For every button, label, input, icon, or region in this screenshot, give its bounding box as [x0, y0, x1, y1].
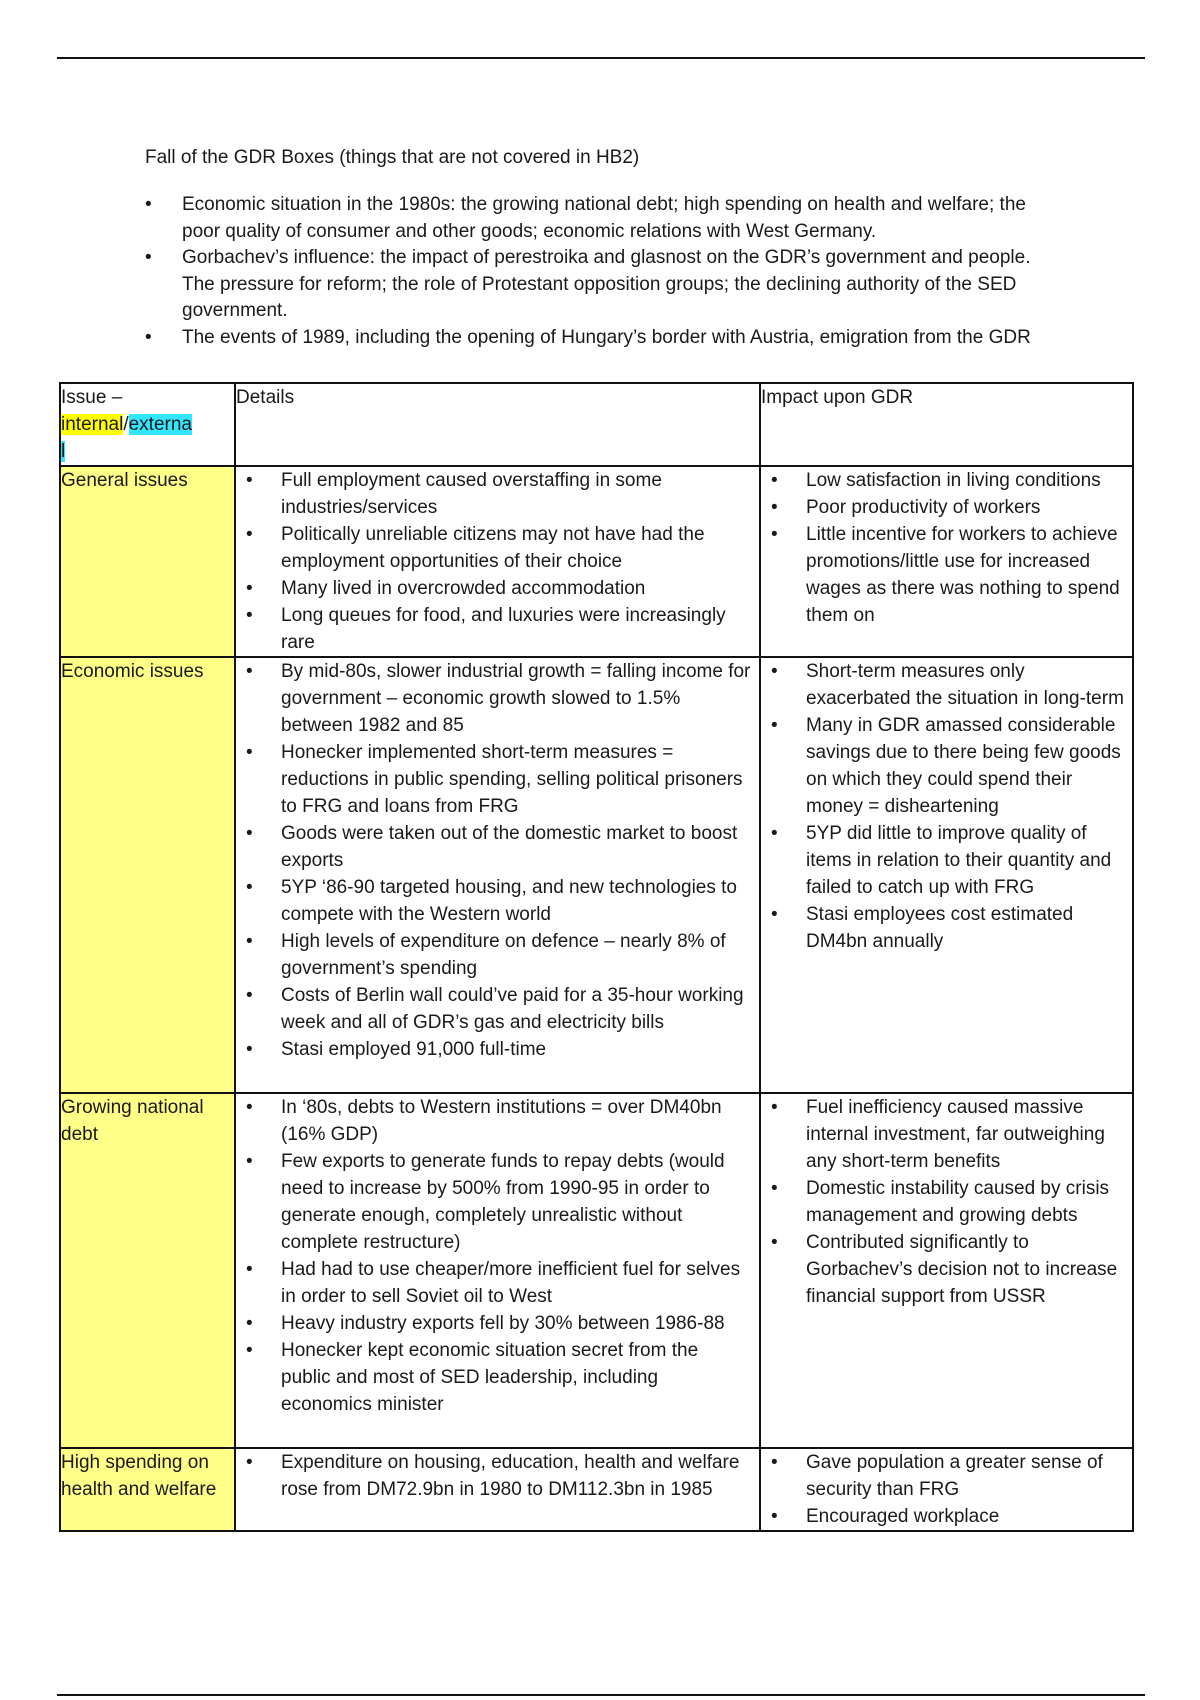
details-bullet: • Many lived in overcrowded accommodation: [236, 575, 759, 602]
details-bullet: • 5YP ‘86-90 targeted housing, and new technologies to compete with the Western world: [236, 874, 759, 928]
issue-cell: Economic issues: [60, 657, 235, 1093]
intro-bullet: • Gorbachev’s influence: the impact of perestroika and glasnost on the GDR’s government and people. The pressure for reform; the role of Protestant opposition groups; the declining authority of the SED government.: [145, 245, 1065, 325]
impact-bullet: • Many in GDR amassed considerable savings due to there being few goods on which they could spend their money = disheartening: [761, 712, 1132, 820]
table-row: [60, 1448, 1133, 1531]
issue-cell: General issues: [60, 466, 235, 657]
impact-bullet: • Short-term measures only exacerbated the situation in long-term: [761, 658, 1132, 712]
details-bullet: • Honecker implemented short-term measures = reductions in public spending, selling political prisoners to FRG and loans from FRG: [236, 739, 759, 820]
impact-cell: [760, 657, 1133, 1093]
footer-rule: [57, 1694, 1145, 1696]
details-bullet: • Full employment caused overstaffing in some industries/services: [236, 467, 759, 521]
details-cell: [235, 1093, 760, 1448]
details-bullet: • Few exports to generate funds to repay debts (would need to increase by 500% from 1990-95 in order to generate enough, completely unrealistic without complete restructure): [236, 1148, 759, 1256]
details-bullet: • Costs of Berlin wall could’ve paid for a 35-hour working week and all of GDR’s gas and electricity bills: [236, 982, 759, 1036]
issue-cell: Growing national debt: [60, 1093, 235, 1448]
details-bullet: • By mid-80s, slower industrial growth = falling income for government – economic growth slowed to 1.5% between 1982 and 85: [236, 658, 759, 739]
impact-bullet: • Encouraged workplace: [761, 1503, 1132, 1530]
table-row: [60, 657, 1133, 1093]
header-external-end: l: [61, 441, 66, 462]
issues-table: [59, 382, 1134, 1532]
intro-bullet: • Economic situation in the 1980s: the growing national debt; high spending on health and welfare; the poor quality of consumer and other goods; economic relations with West Germany.: [145, 192, 1065, 245]
impact-bullet: • Low satisfaction in living conditions: [761, 467, 1132, 494]
issue-cell: High spending on health and welfare: [60, 1448, 235, 1531]
header-slash: /: [123, 414, 129, 435]
impact-bullet: • Gave population a greater sense of security than FRG: [761, 1449, 1132, 1503]
impact-bullet: • Contributed significantly to Gorbachev’s decision not to increase financial support from USSR: [761, 1229, 1132, 1310]
document-title: Fall of the GDR Boxes (things that are not covered in HB2): [145, 147, 640, 168]
details-bullet: • Heavy industry exports fell by 30% between 1986-88: [236, 1310, 759, 1337]
header-issue-prefix: Issue –: [61, 387, 123, 408]
impact-bullet: • 5YP did little to improve quality of items in relation to their quantity and failed to catch up with FRG: [761, 820, 1132, 901]
details-bullet: • High levels of expenditure on defence – nearly 8% of government’s spending: [236, 928, 759, 982]
impact-bullet: • Little incentive for workers to achieve promotions/little use for increased wages as there was nothing to spend them on: [761, 521, 1132, 629]
impact-cell: [760, 1448, 1133, 1531]
details-bullet: • Stasi employed 91,000 full-time: [236, 1036, 759, 1063]
header-impact-cell: Impact upon GDR: [760, 383, 1133, 466]
table-row: [60, 466, 1133, 657]
details-cell: [235, 1448, 760, 1531]
details-bullet: • Politically unreliable citizens may not have had the employment opportunities of their choice: [236, 521, 759, 575]
impact-bullet: • Stasi employees cost estimated DM4bn annually: [761, 901, 1132, 955]
impact-bullet: • Poor productivity of workers: [761, 494, 1132, 521]
details-cell: [235, 657, 760, 1093]
header-rule: [57, 57, 1145, 59]
impact-bullet: • Domestic instability caused by crisis management and growing debts: [761, 1175, 1132, 1229]
table-header-row: [60, 383, 1133, 466]
intro-bullet: • The events of 1989, including the opening of Hungary’s border with Austria, emigration from the GDR: [145, 325, 1065, 352]
impact-cell: [760, 466, 1133, 657]
impact-cell: [760, 1093, 1133, 1448]
header-details-cell: Details: [235, 383, 760, 466]
details-cell: [235, 466, 760, 657]
details-bullet: • Honecker kept economic situation secret from the public and most of SED leadership, including economics minister: [236, 1337, 759, 1418]
header-issue-cell: [60, 383, 235, 466]
details-bullet: • Goods were taken out of the domestic market to boost exports: [236, 820, 759, 874]
table-row: [60, 1093, 1133, 1448]
details-bullet: • Expenditure on housing, education, health and welfare rose from DM72.9bn in 1980 to DM112.3bn in 1985: [236, 1449, 759, 1503]
impact-bullet: • Fuel inefficiency caused massive internal investment, far outweighing any short-term benefits: [761, 1094, 1132, 1175]
details-bullet: • In ‘80s, debts to Western institutions = over DM40bn (16% GDP): [236, 1094, 759, 1148]
intro-bullet-list: [145, 192, 1065, 351]
header-internal-highlight: internal: [61, 414, 124, 435]
details-bullet: • Had had to use cheaper/more inefficient fuel for selves in order to sell Soviet oil to West: [236, 1256, 759, 1310]
header-external-highlight: externa: [128, 414, 192, 435]
details-bullet: • Long queues for food, and luxuries were increasingly rare: [236, 602, 759, 656]
